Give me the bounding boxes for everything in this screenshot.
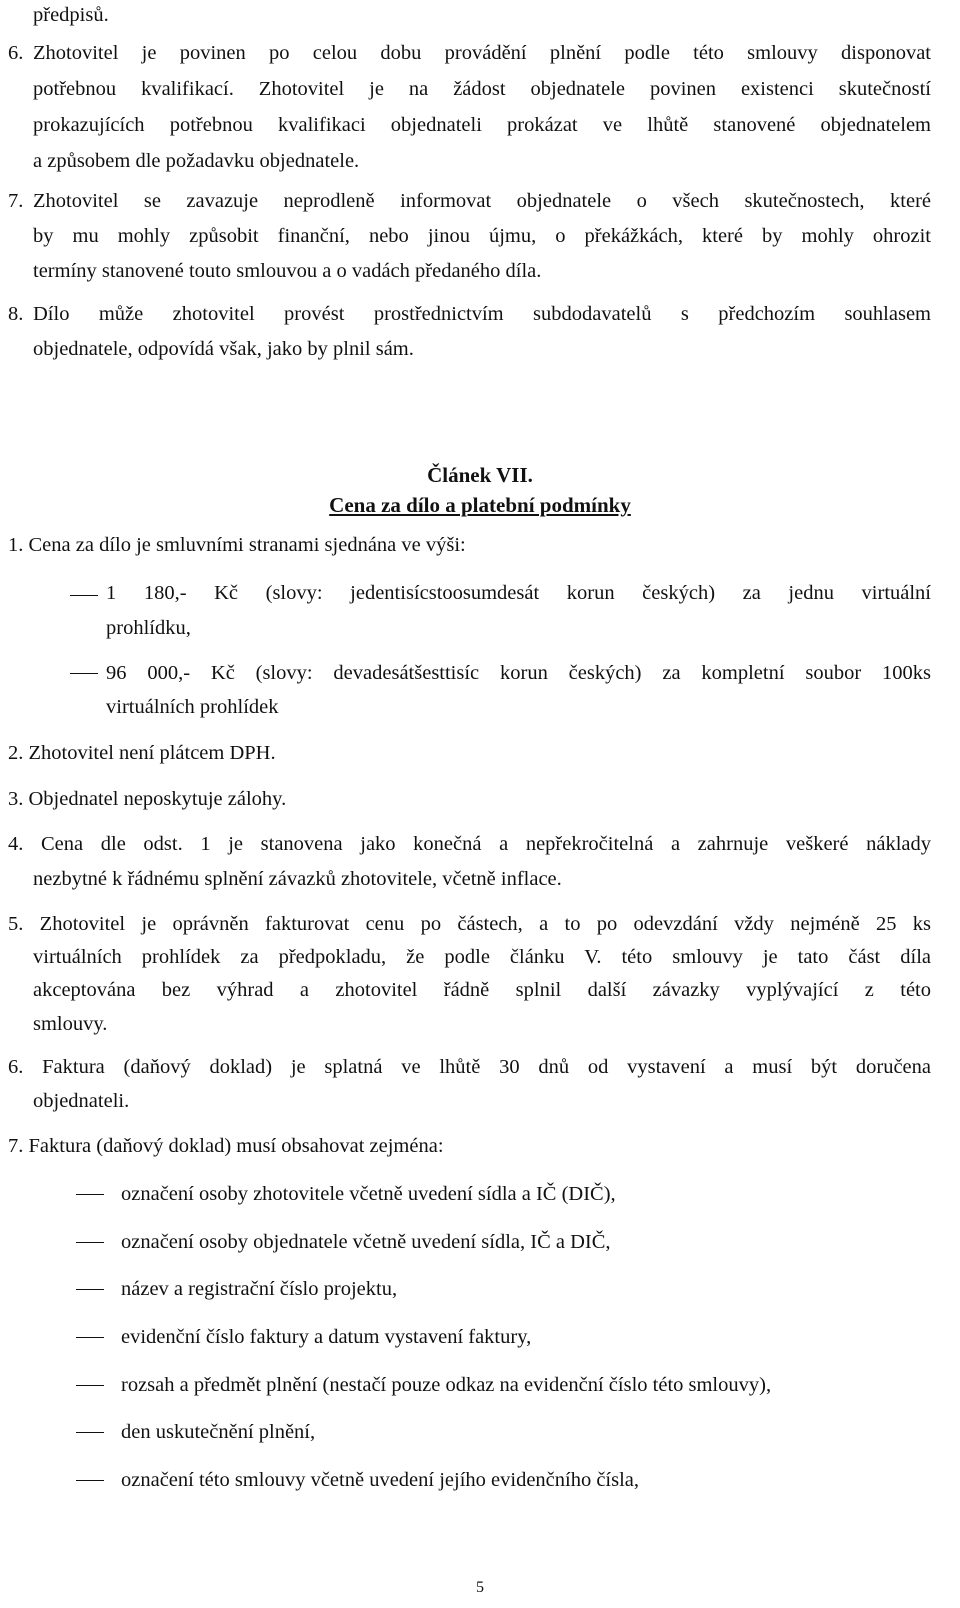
paragraph-line: objednatele, odpovídá však, jako by plnil sám.	[33, 338, 414, 360]
paragraph-line: Zhotovitel se zavazuje neprodleně informovat objednatele o všech skutečnostech, které	[33, 190, 931, 212]
paragraph-line: Zhotovitel je povinen po celou dobu provádění plnění podle této smlouvy disponovat	[33, 42, 931, 64]
paragraph-line: 6. Faktura (daňový doklad) je splatná ve lhůtě 30 dnů od vystavení a musí být doručena	[8, 1056, 931, 1078]
dash-bullet	[76, 1385, 104, 1386]
paragraph-line: 1. Cena za dílo je smluvními stranami sjednána ve výši:	[8, 534, 466, 556]
paragraph-line: 2. Zhotovitel není plátcem DPH.	[8, 742, 276, 764]
dash-bullet	[76, 1289, 104, 1290]
paragraph-line: termíny stanovené touto smlouvou a o vadách předaného díla.	[33, 260, 542, 282]
dash-bullet	[76, 1432, 104, 1433]
list-item: den uskutečnění plnění,	[121, 1421, 316, 1443]
paragraph-line: 5. Zhotovitel je oprávněn fakturovat cenu po částech, a to po odevzdání vždy nejméně 25 ks	[8, 913, 931, 935]
list-item: označení osoby objednatele včetně uvedení sídla, IČ a DIČ,	[121, 1231, 611, 1253]
item-number: 7.	[8, 190, 24, 212]
dash-bullet	[76, 1337, 104, 1338]
dash-bullet	[70, 595, 98, 596]
list-item: označení této smlouvy včetně uvedení jejího evidenčního čísla,	[121, 1469, 640, 1491]
paragraph-line: prokazujících potřebnou kvalifikaci objednateli prokázat ve lhůtě stanovené objednatelem	[33, 114, 931, 136]
article-title: Cena za dílo a platební podmínky	[329, 493, 631, 517]
paragraph-line: a způsobem dle požadavku objednatele.	[33, 150, 360, 172]
paragraph-line: potřebnou kvalifikací. Zhotovitel je na žádost objednatele povinen existenci skutečností	[33, 78, 931, 100]
list-item: virtuálních prohlídek	[106, 696, 279, 718]
list-item: rozsah a předmět plnění (nestačí pouze odkaz na evidenční číslo této smlouvy),	[121, 1374, 772, 1396]
paragraph-line: akceptována bez výhrad a zhotovitel řádně splnil další závazky vyplývající z této	[33, 979, 931, 1001]
item-number: 8.	[8, 303, 24, 325]
paragraph-line: 4. Cena dle odst. 1 je stanovena jako konečná a nepřekročitelná a zahrnuje veškeré náklady	[8, 833, 931, 855]
paragraph-line: smlouvy.	[33, 1013, 108, 1035]
paragraph-line: objednateli.	[33, 1090, 130, 1112]
dash-bullet	[76, 1194, 104, 1195]
dash-bullet	[70, 673, 98, 674]
dash-bullet	[76, 1242, 104, 1243]
text-line: předpisů.	[33, 4, 109, 26]
paragraph-line: 7. Faktura (daňový doklad) musí obsahovat zejména:	[8, 1135, 444, 1157]
list-item: evidenční číslo faktury a datum vystavení faktury,	[121, 1326, 532, 1348]
list-item: název a registrační číslo projektu,	[121, 1278, 398, 1300]
list-item: prohlídku,	[106, 617, 191, 639]
list-item: 96 000,- Kč (slovy: devadesátšesttisíc korun českých) za kompletní soubor 100ks	[106, 662, 931, 684]
paragraph-line: by mu mohly způsobit finanční, nebo jinou újmu, o překážkách, které by mohly ohrozit	[33, 225, 931, 247]
item-number: 6.	[8, 42, 24, 64]
list-item: 1 180,- Kč (slovy: jedentisícstoosumdesát korun českých) za jednu virtuální	[106, 582, 931, 604]
article-number: Článek VII.	[427, 463, 533, 487]
paragraph-line: 3. Objednatel neposkytuje zálohy.	[8, 788, 287, 810]
paragraph-line: virtuálních prohlídek za předpokladu, že podle článku V. této smlouvy je tato část díla	[33, 946, 931, 968]
page-number: 5	[476, 1579, 484, 1596]
dash-bullet	[76, 1480, 104, 1481]
paragraph-line: nezbytné k řádnému splnění závazků zhotovitele, včetně inflace.	[33, 868, 562, 890]
list-item: označení osoby zhotovitele včetně uvedení sídla a IČ (DIČ),	[121, 1183, 616, 1205]
paragraph-line: Dílo může zhotovitel provést prostřednictvím subdodavatelů s předchozím souhlasem	[33, 303, 931, 325]
